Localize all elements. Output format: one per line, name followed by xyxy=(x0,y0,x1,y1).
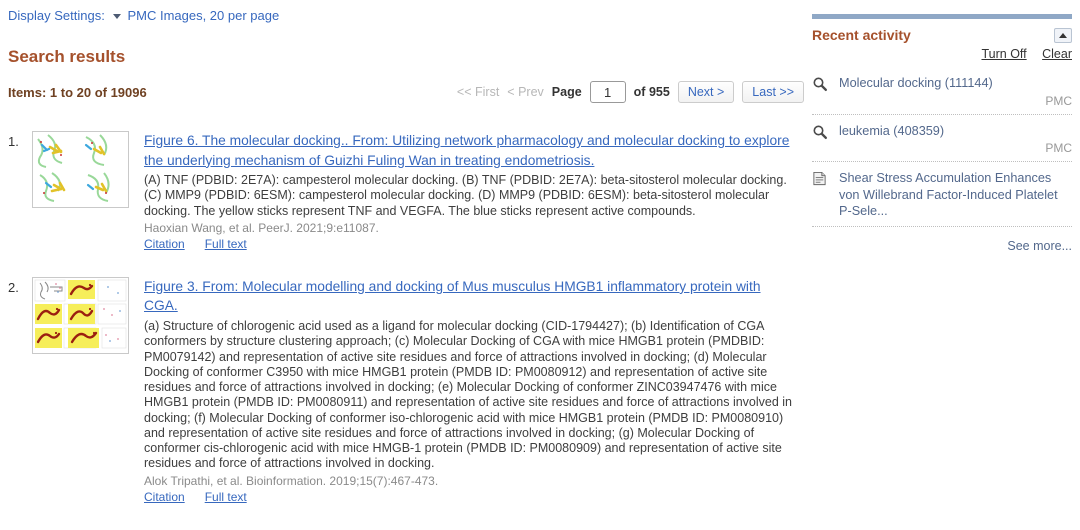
result-citation: Haoxian Wang, et al. PeerJ. 2021;9:e11087. xyxy=(144,220,379,235)
panel-controls xyxy=(812,45,1072,67)
first-page-link: << First xyxy=(456,85,500,99)
full-text-link[interactable]: Full text xyxy=(204,489,247,504)
result-index: 2. xyxy=(8,279,19,295)
result-title-link[interactable]: Figure 3. From: Molecular modelling and docking of Mus musculus HMGB1 inflammatory protein with CGA. xyxy=(144,278,761,314)
page-total-label: of 955 xyxy=(633,85,670,99)
results-header xyxy=(8,81,804,103)
next-page-button[interactable]: Next > xyxy=(678,81,734,103)
search-icon xyxy=(812,75,830,108)
full-text-link[interactable]: Full text xyxy=(204,236,247,251)
activity-source: PMC xyxy=(1045,141,1072,155)
display-settings-label: Display Settings: xyxy=(8,8,105,23)
turn-off-link[interactable]: Turn Off xyxy=(981,47,1027,61)
clear-link[interactable]: Clear xyxy=(1042,47,1072,61)
activity-item xyxy=(812,67,1072,115)
pagination xyxy=(457,81,804,103)
result-description: (A) TNF (PDBID: 2E7A): campesterol molecular docking. (B) TNF (PDBID: 2E7A): beta-sitosterol molecular docking. (C) MMP9 (PDBID: 6ESM): campesterol molecular docking. (D) MMP9 (PDBID: 6ESM): beta-sitosterol molecular docking. The yellow sticks represent TNF and VEGFA. The blue sticks represent active compounds. xyxy=(144,173,787,218)
collapse-panel-button[interactable] xyxy=(1054,28,1072,43)
activity-link[interactable]: Molecular docking (111144) xyxy=(839,76,993,90)
recent-activity-panel xyxy=(812,14,1072,255)
citation-link[interactable]: Citation xyxy=(144,236,185,251)
recent-activity-title: Recent activity xyxy=(812,27,911,43)
activity-item xyxy=(812,162,1072,227)
see-more-link[interactable]: See more... xyxy=(1007,238,1072,253)
result-thumbnail[interactable] xyxy=(32,131,129,208)
result-description: (a) Structure of chlorogenic acid used as a ligand for molecular docking (CID-1794427); (b) Identification of CGA conformers by structure clustering approach; (c) Molecular Docking of CGA with mice HMGB1 protein (PMDBID: PM0079142) and representation of active site residues and force of attractions involved in docking; (d) Molecular Docking of conformer C3950 with mice HMGB1 protein (PMDB ID: PM0080912) and representation of active site residues and force of attractions involved in docking; (e) Molecular Docking of conformer ZINC03947476 with mice HMGB1 protein (PMDB ID: PM0080911) and representation of active site residues and force of attractions involved in docking; (f) Molecular Docking of conformer iso-chlorogenic acid with mice HMGB1 protein (PMDB ID: PM0080910) and representation of active site residues and force of attractions involved in docking; (g) Molecular Docking of conformer cis-chlorogenic acid with mice HMGB-1 protein (PMDB ID: PM0080909) and representation of active site residues and force of attractions involved in docking. xyxy=(144,319,793,471)
display-settings-summary[interactable]: PMC Images, 20 per page xyxy=(127,8,280,23)
page-title: Search results xyxy=(8,47,126,66)
result-thumbnail[interactable] xyxy=(32,277,129,354)
result-links xyxy=(144,237,794,251)
prev-page-link: < Prev xyxy=(507,85,544,99)
result-title-link[interactable]: Figure 6. The molecular docking.. From: Utilizing network pharmacology and molecular docking to explore the underlying mechanism of Guizhi Fuling Wan in treating endometriosis. xyxy=(144,133,790,168)
activity-source: PMC xyxy=(1045,93,1072,108)
molecular-modelling-figure-image xyxy=(34,279,127,352)
page-label: Page xyxy=(551,85,582,99)
display-settings-bar xyxy=(8,8,804,23)
chevron-up-icon xyxy=(1059,33,1067,38)
citation-link[interactable]: Citation xyxy=(144,489,185,504)
result-body xyxy=(144,277,794,504)
page-number-input[interactable] xyxy=(590,81,626,103)
activity-item xyxy=(812,115,1072,163)
chevron-down-icon xyxy=(113,14,121,19)
result-index: 1. xyxy=(8,134,19,149)
result-item xyxy=(8,131,804,251)
display-settings-link[interactable] xyxy=(8,8,121,23)
molecular-docking-figure-image xyxy=(34,133,127,206)
search-icon xyxy=(812,123,830,156)
result-item xyxy=(8,277,804,504)
items-count: Items: 1 to 20 of 19096 xyxy=(8,84,147,100)
main-content xyxy=(8,8,804,530)
see-more-row xyxy=(812,227,1072,255)
last-page-button[interactable]: Last >> xyxy=(742,81,804,103)
result-citation: Alok Tripathi, et al. Bioinformation. 2019;15(7):467-473. xyxy=(144,473,439,488)
activity-link[interactable]: Shear Stress Accumulation Enhances von Willebrand Factor-Induced Platelet P-Sele... xyxy=(839,171,1058,218)
panel-header xyxy=(812,19,1072,45)
document-icon xyxy=(812,170,830,220)
result-body xyxy=(144,131,794,251)
result-links xyxy=(144,490,794,504)
activity-link[interactable]: leukemia (408359) xyxy=(839,123,945,138)
